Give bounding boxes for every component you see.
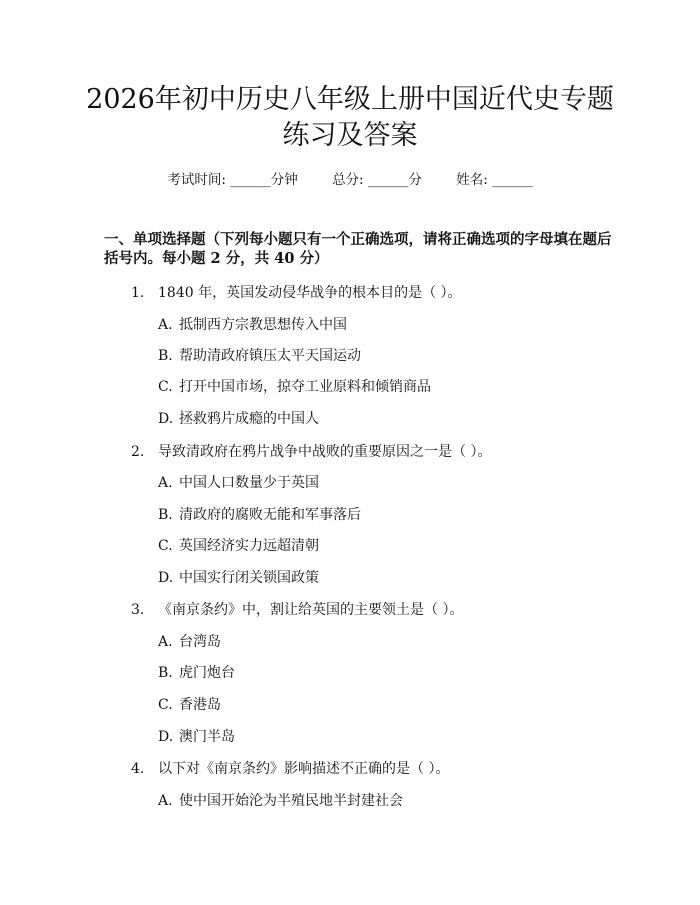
option-text: 虎门炮台 bbox=[179, 665, 235, 681]
score-unit: 分 bbox=[408, 172, 422, 188]
option-text: 台湾岛 bbox=[179, 634, 221, 650]
section-heading-line2: 括号内。每小题 2 分，共 40 分） bbox=[104, 250, 329, 267]
option-letter: D. bbox=[158, 570, 174, 586]
q3-option-b bbox=[158, 662, 235, 682]
question-text: 导致清政府在鸦片战争中战败的重要原因之一是（ ）。 bbox=[158, 444, 492, 460]
question-text: 《南京条约》中，割让给英国的主要领土是（ ）。 bbox=[158, 602, 464, 618]
option-text: 中国人口数量少于英国 bbox=[179, 475, 319, 491]
question-text: 1840 年，英国发动侵华战争的根本目的是（ ）。 bbox=[158, 285, 462, 301]
question-text: 以下对《南京条约》影响描述不正确的是（ ）。 bbox=[158, 761, 450, 777]
question-number: 3. bbox=[131, 602, 145, 618]
question-number: 1. bbox=[131, 285, 145, 301]
section-heading bbox=[104, 230, 612, 268]
option-text: 英国经济实力远超清朝 bbox=[179, 538, 319, 554]
question-4 bbox=[131, 758, 449, 778]
option-letter: A. bbox=[158, 793, 173, 809]
option-text: 澳门半岛 bbox=[179, 729, 235, 745]
option-text: 使中国开始沦为半殖民地半封建社会 bbox=[179, 793, 403, 809]
option-text: 拯救鸦片成瘾的中国人 bbox=[179, 411, 319, 427]
option-text: 香港岛 bbox=[179, 697, 221, 713]
option-letter: A. bbox=[158, 317, 173, 333]
q3-option-c bbox=[158, 694, 221, 714]
document-title-line2: 练习及答案 bbox=[282, 120, 418, 151]
option-text: 清政府的腐败无能和军事落后 bbox=[179, 507, 361, 523]
option-letter: B. bbox=[158, 665, 173, 681]
option-text: 中国实行闭关锁国政策 bbox=[179, 570, 319, 586]
score-label: 总分: bbox=[332, 172, 364, 188]
q3-option-d bbox=[158, 726, 235, 746]
option-letter: C. bbox=[158, 379, 173, 395]
option-letter: B. bbox=[158, 507, 173, 523]
option-letter: C. bbox=[158, 697, 173, 713]
q3-option-a bbox=[158, 631, 221, 651]
time-blank: ______ bbox=[230, 172, 271, 188]
question-1 bbox=[131, 282, 462, 302]
q2-option-c bbox=[158, 535, 319, 555]
option-text: 打开中国市场，掠夺工业原料和倾销商品 bbox=[179, 379, 431, 395]
option-letter: D. bbox=[158, 411, 174, 427]
question-3 bbox=[131, 599, 463, 619]
option-letter: A. bbox=[158, 475, 173, 491]
question-number: 4. bbox=[131, 761, 145, 777]
q1-option-a bbox=[158, 314, 347, 334]
option-letter: B. bbox=[158, 348, 173, 364]
option-letter: D. bbox=[158, 729, 174, 745]
q4-option-a bbox=[158, 790, 403, 810]
q2-option-d bbox=[158, 567, 319, 587]
score-blank: ______ bbox=[367, 172, 409, 188]
option-text: 抵制西方宗教思想传入中国 bbox=[179, 317, 347, 333]
q1-option-b bbox=[158, 345, 361, 365]
time-unit: 分钟 bbox=[270, 172, 298, 188]
q1-option-d bbox=[158, 408, 319, 428]
time-label: 考试时间: bbox=[167, 172, 226, 188]
q2-option-b bbox=[158, 504, 361, 524]
name-label: 姓名: bbox=[456, 172, 488, 188]
exam-info bbox=[0, 168, 700, 188]
q2-option-a bbox=[158, 472, 319, 492]
option-text: 帮助清政府镇压太平天国运动 bbox=[179, 348, 361, 364]
name-blank: ______ bbox=[492, 172, 533, 188]
q1-option-c bbox=[158, 376, 431, 396]
section-heading-line1: 一、单项选择题（下列每小题只有一个正确选项，请将正确选项的字母填在题后 bbox=[104, 231, 612, 248]
question-2 bbox=[131, 441, 491, 461]
option-letter: A. bbox=[158, 634, 173, 650]
question-number: 2. bbox=[131, 444, 145, 460]
option-letter: C. bbox=[158, 538, 173, 554]
document-title-line1: 2026年初中历史八年级上册中国近代史专题 bbox=[86, 84, 614, 115]
